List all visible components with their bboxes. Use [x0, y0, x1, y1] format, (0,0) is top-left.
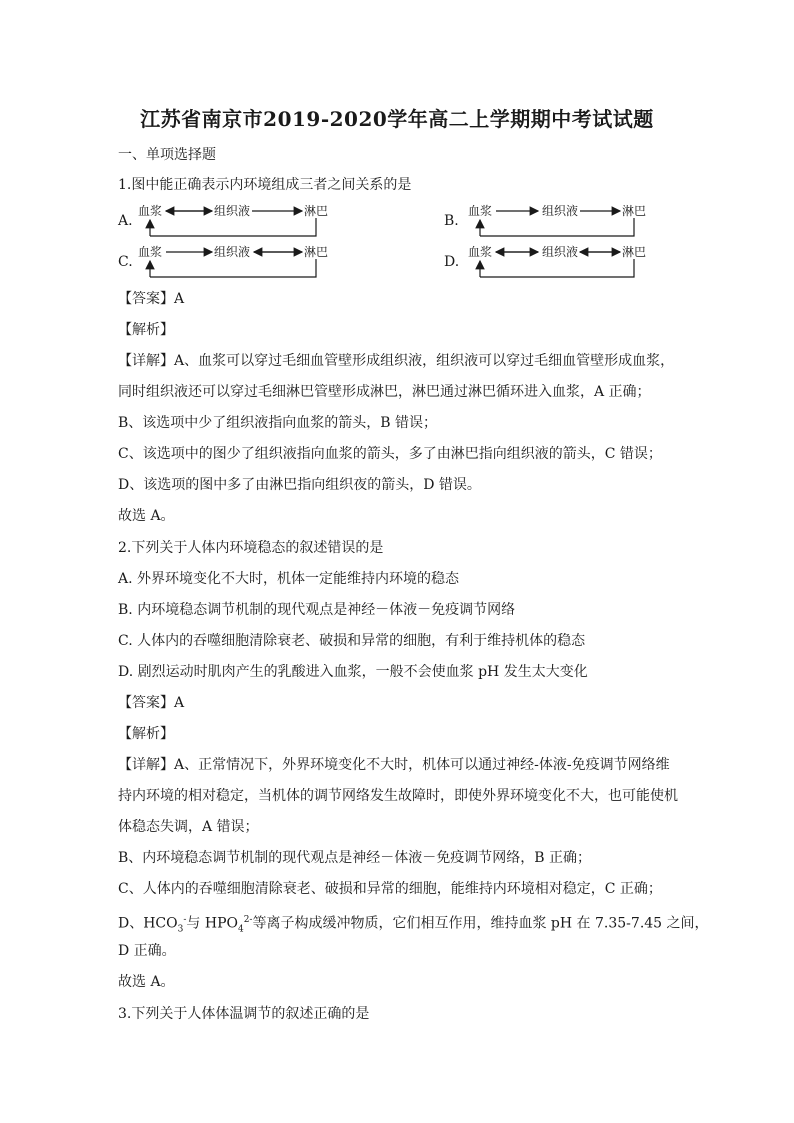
q1-option-c-letter: C.: [118, 254, 133, 270]
q2-stem: 2.下列关于人体内环境稳态的叙述错误的是: [118, 540, 384, 556]
q2-option-a: A. 外界环境变化不大时，机体一定能维持内环境的稳态: [118, 571, 460, 587]
q1-c-lymph-label: 淋巴: [304, 245, 329, 259]
section-heading: 一、单项选择题: [118, 147, 216, 163]
q1-stem: 1.图中能正确表示内环境组成三者之间关系的是: [118, 177, 412, 193]
q1-option-d-letter: D.: [444, 254, 460, 270]
q1-d-lymph-label: 淋巴: [622, 245, 647, 259]
q2-analysis-line: 持内环境的相对稳定，当机体的调节网络发生故障时，即使外界环境变化不大，也可能使机: [118, 788, 678, 804]
q2-analysis-line: 【详解】A、正常情况下，外界环境变化不大时，机体可以通过神经-体液-免疫调节网络维: [118, 757, 670, 773]
q2-option-d: D. 剧烈运动时肌肉产生的乳酸进入血浆，一般不会使血浆 pH 发生太大变化: [118, 664, 588, 680]
q2-analysis-label: 【解析】: [118, 726, 174, 742]
q1-option-a-letter: A.: [118, 213, 133, 229]
ion-text: D、HCO: [118, 915, 178, 932]
q3-stem: 3.下列关于人体体温调节的叙述正确的是: [118, 1006, 370, 1022]
q1-b-tissue-label: 组织液: [542, 204, 579, 218]
ion-text: 与 HPO: [186, 915, 238, 932]
q2-analysis-line: 体稳态失调，A 错误；: [118, 819, 259, 835]
q1-c-tissue-label: 组织液: [214, 245, 251, 259]
q1-b-return-line: [480, 218, 634, 236]
q1-a-tissue-label: 组织液: [214, 204, 251, 218]
q1-answer: 【答案】A: [118, 291, 185, 307]
q1-c-return-line: [150, 259, 316, 277]
q1-analysis-line: 同时组织液还可以穿过毛细淋巴管壁形成淋巴，淋巴通过淋巴循环进入血浆，A 正确；: [118, 384, 651, 400]
q2-analysis-line: D 正确。: [118, 943, 176, 959]
q1-d-tissue-label: 组织液: [542, 245, 579, 259]
q1-option-b-diagram: [466, 200, 666, 242]
q1-a-plasma-label: 血浆: [138, 204, 163, 218]
q2-answer: 【答案】A: [118, 695, 185, 711]
q1-option-d-diagram: [466, 241, 666, 283]
ion-subscript: 4: [237, 924, 244, 935]
q1-option-c-diagram: [136, 241, 336, 283]
ion-subscript: 3: [177, 924, 184, 935]
q2-conclusion: 故选 A。: [118, 974, 175, 990]
q2-analysis-line: C、人体内的吞噬细胞清除衰老、破损和异常的细胞，能维持内环境相对稳定，C 正确；: [118, 881, 662, 897]
page-title: 江苏省南京市2019-2020学年高二上学期期中考试试题: [140, 107, 654, 131]
q1-option-a-diagram: [136, 200, 336, 242]
q1-b-plasma-label: 血浆: [468, 204, 493, 218]
q1-analysis-label: 【解析】: [118, 322, 174, 338]
q1-a-return-line: [150, 218, 316, 236]
q1-a-lymph-label: 淋巴: [304, 204, 329, 218]
ion-superscript: 2-: [243, 915, 253, 925]
q1-c-plasma-label: 血浆: [138, 245, 163, 259]
ion-superscript: -: [183, 915, 187, 925]
q1-option-b-letter: B.: [444, 213, 459, 229]
q1-b-lymph-label: 淋巴: [622, 204, 647, 218]
q2-option-b: B. 内环境稳态调节机制的现代观点是神经－体液－免疫调节网络: [118, 602, 516, 618]
q1-analysis-line: B、该选项中少了组织液指向血浆的箭头，B 错误；: [118, 415, 438, 431]
q2-option-c: C. 人体内的吞噬细胞清除衰老、破损和异常的细胞，有利于维持机体的稳态: [118, 633, 586, 649]
q1-analysis-line: C、该选项中的图少了组织液指向血浆的箭头，多了由淋巴指向组织液的箭头，C 错误；: [118, 446, 662, 462]
q1-conclusion: 故选 A。: [118, 508, 175, 524]
ion-text: 等离子构成缓冲物质，它们相互作用，维持血浆 pH 在 7.35-7.45 之间，: [252, 915, 709, 932]
q2-analysis-line: B、内环境稳态调节机制的现代观点是神经－体液－免疫调节网络，B 正确；: [118, 850, 592, 866]
q1-d-return-line: [480, 259, 634, 277]
q2-analysis-line-ions: [118, 910, 709, 939]
q1-analysis-line: D、该选项的图中多了由淋巴指向组织夜的箭头，D 错误。: [118, 477, 481, 493]
q1-d-plasma-label: 血浆: [468, 245, 493, 259]
q1-analysis-line: 【详解】A、血浆可以穿过毛细血管壁形成组织液，组织液可以穿过毛细血管壁形成血浆，: [118, 353, 675, 369]
